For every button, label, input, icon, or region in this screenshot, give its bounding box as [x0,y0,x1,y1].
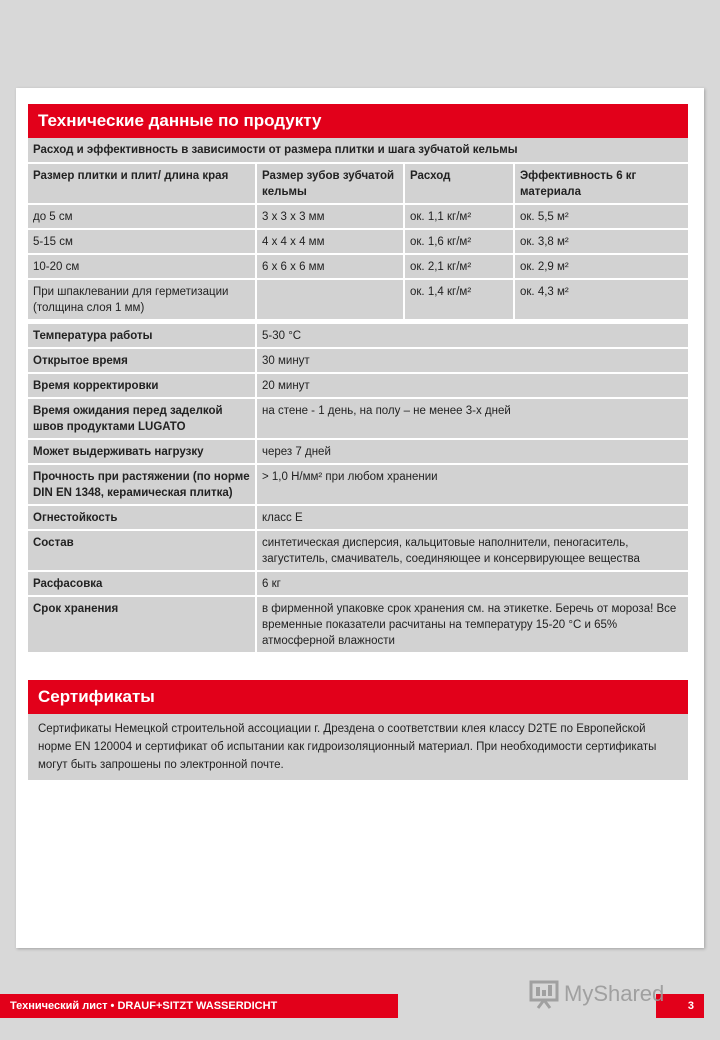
table-cell: 5-15 см [28,229,256,254]
property-label: Может выдерживать нагрузку [28,439,256,464]
table-cell: ок. 2,9 м² [514,254,688,279]
property-label: Расфасовка [28,571,256,596]
property-row [28,398,688,439]
tech-data-header [28,104,688,138]
property-label: Срок хранения [28,596,256,653]
presentation-board-icon [528,978,560,1010]
tech-data-title: Технические данные по продукту [38,111,322,130]
property-row [28,571,688,596]
watermark-text: MyShared [564,981,665,1006]
table-cell [256,279,404,320]
property-label: Прочность при растяжении (по норме DIN EN 1348, керамическая плитка) [28,464,256,505]
property-label: Открытое время [28,348,256,373]
property-value: 30 минут [256,348,688,373]
property-value: в фирменной упаковке срок хранения см. на этикетке. Беречь от мороза! Все временные показатели расчитаны на температуру 15-20 °C и 65% атмосферной влажности [256,596,688,653]
property-value: 6 кг [256,571,688,596]
property-value: через 7 дней [256,439,688,464]
header-cell: Размер зубов зубчатой кельмы [256,164,404,204]
property-row [28,348,688,373]
table-cell: ок. 2,1 кг/м² [404,254,514,279]
property-label: Температура работы [28,324,256,348]
consumption-caption: Расход и эффективность в зависимости от размера плитки и шага зубчатой кельмы [28,138,688,164]
table-cell: ок. 1,1 кг/м² [404,204,514,229]
property-value: 20 минут [256,373,688,398]
certificates-header [28,680,688,714]
property-value: > 1,0 Н/мм² при любом хранении [256,464,688,505]
table-header-row [28,164,688,204]
table-row [28,204,688,229]
property-label: Состав [28,530,256,571]
certificates-block [28,714,688,780]
watermark [528,976,664,1012]
table-cell: 10-20 см [28,254,256,279]
property-value: на стене - 1 день, на полу – не менее 3-х дней [256,398,688,439]
table-row [28,229,688,254]
table-cell: ок. 3,8 м² [514,229,688,254]
property-row [28,505,688,530]
property-value: 5-30 °C [256,324,688,348]
table-cell: 3 x 3 x 3 мм [256,204,404,229]
footer-bar [0,994,398,1018]
properties-table [28,324,688,654]
consumption-table-block [28,138,688,321]
property-row [28,464,688,505]
certificates-text: Сертификаты Немецкой строительной ассоциации г. Дрездена о соответствии клея классу D2TE по Европейской норме EN 120004 и сертификат об испытании как гидроизоляционный материал. При необходимости сертификаты могут быть запрошены по электронной почте. [38,723,657,771]
table-cell: ок. 5,5 м² [514,204,688,229]
header-cell: Размер плитки и плит/ длина края [28,164,256,204]
table-row [28,254,688,279]
certificates-title: Сертификаты [38,687,155,706]
property-row [28,596,688,653]
table-cell: до 5 см [28,204,256,229]
property-row [28,324,688,348]
header-cell: Эффективность 6 кг материала [514,164,688,204]
table-cell: ок. 4,3 м² [514,279,688,320]
table-cell: ок. 1,4 кг/м² [404,279,514,320]
footer-label: Технический лист • DRAUF+SITZT WASSERDICHT [10,1000,278,1012]
property-row [28,373,688,398]
table-row [28,279,688,320]
property-row [28,530,688,571]
header-cell: Расход [404,164,514,204]
property-label: Время ожидания перед заделкой швов продуктами LUGATO [28,398,256,439]
property-label: Огнестойкость [28,505,256,530]
table-cell: 6 x 6 x 6 мм [256,254,404,279]
page-number: 3 [687,1000,694,1012]
consumption-table [28,164,688,321]
table-cell: ок. 1,6 кг/м² [404,229,514,254]
property-value: синтетическая дисперсия, кальцитовые наполнители, пеногаситель, загуститель, смачиватель, соединяющее и консервирующее вещества [256,530,688,571]
table-cell: При шпаклевании для герметизации (толщина слоя 1 мм) [28,279,256,320]
property-row [28,439,688,464]
property-label: Время корректировки [28,373,256,398]
properties-block [28,324,688,654]
property-value: класс E [256,505,688,530]
table-cell: 4 x 4 x 4 мм [256,229,404,254]
